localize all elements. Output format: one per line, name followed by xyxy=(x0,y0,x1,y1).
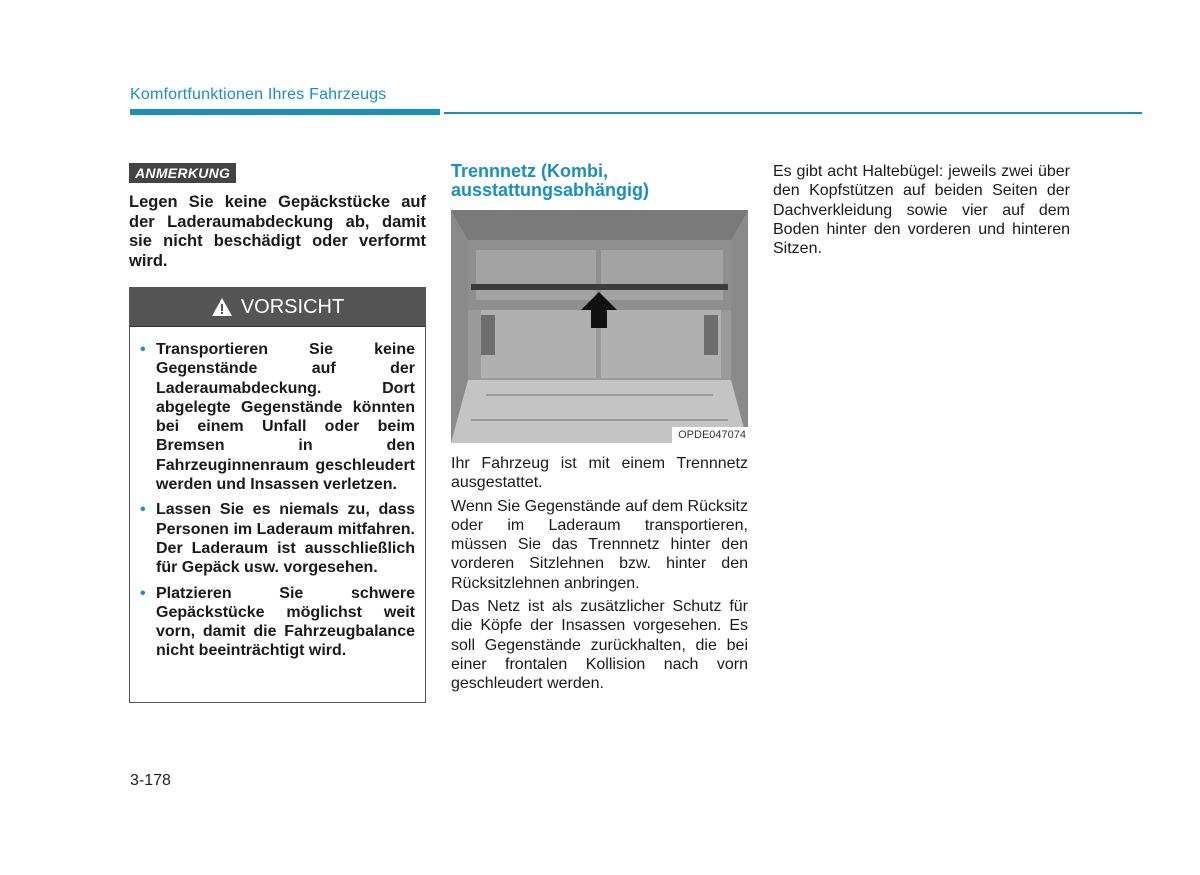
right-column xyxy=(773,162,1070,262)
note-label: ANMERKUNG xyxy=(129,163,236,183)
paragraph: Ihr Fahrzeug ist mit einem Trennnetz ausgestattet. xyxy=(451,455,748,492)
right-body xyxy=(773,162,1070,258)
paragraph: Das Netz ist als zusätzlicher Schutz für die Köpfe der Insassen vorgesehen. Es soll Gegenstände zurückhalten, die bei einer frontalen Kollision nach vorn geschleudert werden. xyxy=(451,598,748,693)
cargo-net-figure xyxy=(451,210,748,443)
figure-code: OPDE047074 xyxy=(672,427,748,443)
caution-box xyxy=(129,287,426,703)
caution-item-text: Platzieren Sie schwere Gepäckstücke möglichst weit vorn, damit die Fahrzeugbalance nicht beeinträchtigt wird. xyxy=(156,584,415,660)
caution-item-text: Transportieren Sie keine Gegenstände auf der Laderaumabdeckung. Dort abgelegte Gegenstände könnten bei einem Unfall oder beim Bremsen in den Fahrzeuginnenraum geschleudert werden und Insassen verletzen. xyxy=(156,341,415,494)
caution-item-text: Lassen Sie es niemals zu, dass Personen im Laderaum mitfahren. Der Laderaum ist ausschließlich für Gepäck usw. vorgesehen. xyxy=(156,501,415,577)
warning-triangle-icon xyxy=(211,297,233,317)
paragraph: Es gibt acht Haltebügel: jeweils zwei über den Kopfstützen auf beiden Seiten der Dachverkleidung sowie vier auf dem Boden hinter den vorderen und hinteren Sitzen. xyxy=(773,163,1070,258)
bullet-icon: • xyxy=(140,341,146,358)
page-number: 3-178 xyxy=(130,772,171,789)
bullet-icon: • xyxy=(140,501,146,519)
left-column xyxy=(129,163,426,271)
caution-header xyxy=(130,288,425,327)
header-rule-thin xyxy=(444,112,1142,114)
section-header: Komfortfunktionen Ihres Fahrzeugs xyxy=(130,86,387,103)
caution-item xyxy=(140,500,415,577)
bullet-icon: • xyxy=(140,584,146,602)
caution-item xyxy=(140,340,415,494)
section-body xyxy=(451,454,748,694)
caution-item xyxy=(140,584,415,661)
header-rule-thick xyxy=(130,109,440,115)
cargo-area-illustration xyxy=(451,210,748,443)
paragraph: Wenn Sie Gegenstände auf dem Rücksitz oder im Laderaum transportieren, müssen Sie das Trennnetz hinter den vorderen Sitzlehnen bzw. hinter den Rücksitzlehnen anbringen. xyxy=(451,497,748,592)
caution-list xyxy=(130,327,425,661)
middle-column xyxy=(451,162,748,698)
section-heading: Trennnetz (Kombi, ausstattungsabhängig) xyxy=(451,161,650,200)
caution-title: VORSICHT xyxy=(240,295,345,318)
note-text: Legen Sie keine Gepäckstücke auf der Laderaumabdeckung ab, damit sie nicht beschädigt oder verformt wird. xyxy=(129,193,426,270)
